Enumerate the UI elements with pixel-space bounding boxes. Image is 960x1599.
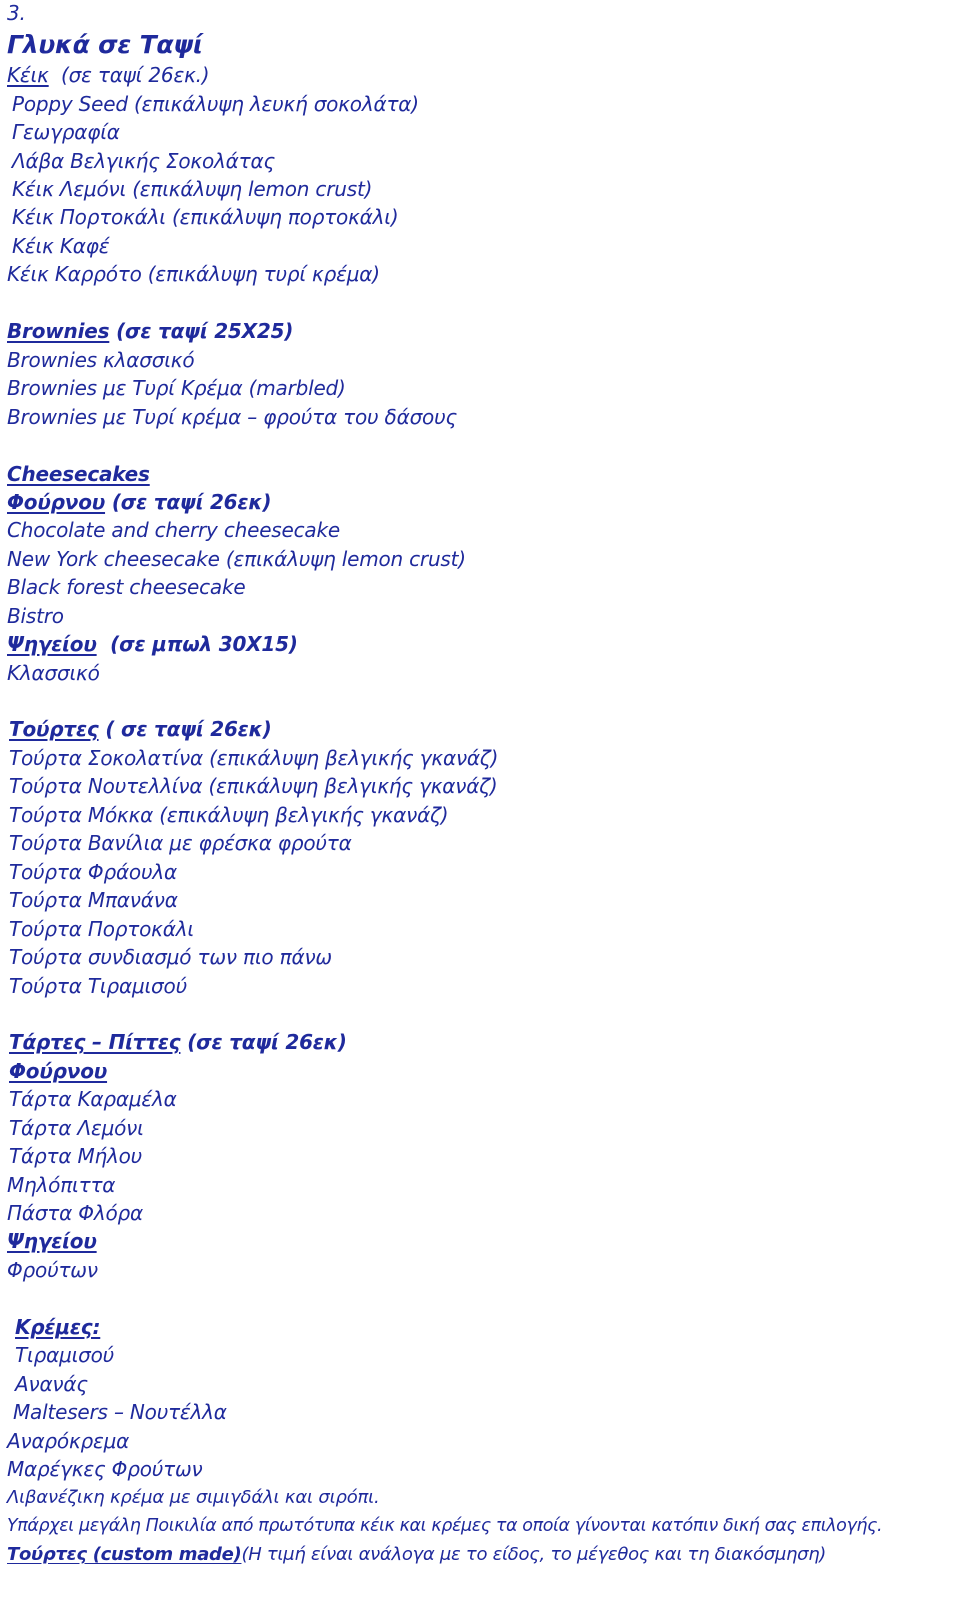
list-item: New York cheesecake (επικάλυψη lemon crust) (7, 547, 466, 571)
custom-note: (Η τιμή είναι ανάλογα με το είδος, το μέγεθος και τη διακόσμηση) (241, 1544, 827, 1565)
tourtes-heading-note: ( σε ταψί 26εκ) (105, 717, 272, 741)
section-heading-brownies (7, 318, 293, 344)
footer-note: Υπάρχει μεγάλη Ποικιλία από πρωτότυπα κέικ και κρέμες τα οποία γίνονται κατόπιν δική σας επιλογής. (7, 1516, 883, 1536)
list-item: Ανανάς (15, 1372, 88, 1396)
list-item: Τάρτα Λεμόνι (9, 1116, 144, 1140)
list-item: Τούρτα Βανίλια με φρέσκα φρούτα (9, 831, 352, 855)
tartes-heading-note: (σε ταψί 26εκ) (187, 1030, 347, 1054)
list-item: Τούρτα Τιραμισού (9, 974, 187, 998)
list-item: Black forest cheesecake (7, 575, 246, 599)
list-item: Κέικ Πορτοκάλι (επικάλυψη πορτοκάλι) (12, 205, 399, 229)
list-item: Κέικ Λεμόνι (επικάλυψη lemon crust) (12, 177, 373, 201)
cheesecakes-oven-heading: Φούρνου (7, 490, 106, 514)
section-heading-tartes (9, 1029, 347, 1055)
list-item: Αναρόκρεμα (7, 1429, 130, 1453)
cheesecakes-fridge-heading-row (7, 631, 298, 657)
cheesecakes-oven-heading-row (7, 489, 271, 515)
list-item: Maltesers – Νουτέλλα (13, 1400, 227, 1424)
custom-cakes-row (7, 1542, 826, 1568)
list-item: Κέικ Καρρότο (επικάλυψη τυρί κρέμα) (7, 262, 380, 286)
cheesecakes-heading: Cheesecakes (7, 462, 150, 486)
list-item: Chocolate and cherry cheesecake (7, 518, 340, 542)
list-item: Brownies με Τυρί κρέμα – φρούτα του δάσους (7, 405, 457, 429)
brownies-heading: Brownies (7, 319, 110, 343)
list-item: Τούρτα Μπανάνα (9, 888, 178, 912)
list-item: Τούρτα Νουτελλίνα (επικάλυψη βελγικής γκανάζ) (9, 774, 498, 798)
list-item: Τιραμισού (15, 1343, 115, 1367)
list-item: Κέικ Καφέ (12, 234, 110, 258)
list-item: Μαρέγκες Φρούτων (7, 1457, 203, 1481)
cakes-heading-note: (σε ταψί 26εκ.) (61, 63, 210, 87)
tourtes-heading: Τούρτες (9, 717, 99, 741)
list-item: Κλασσικό (7, 661, 100, 685)
section-heading-tourtes (9, 716, 272, 742)
list-item: Τούρτα Πορτοκάλι (9, 917, 194, 941)
page-number: 3. (7, 1, 26, 25)
cheesecakes-fridge-note: (σε μπωλ 30Χ15) (110, 632, 298, 656)
tartes-fridge-heading: Ψηγείου (7, 1229, 97, 1253)
list-item: Πάστα Φλόρα (7, 1201, 143, 1225)
list-item: Τούρτα συνδιασμό των πιο πάνω (9, 945, 332, 969)
section-heading-cakes (7, 62, 209, 88)
list-item: Μηλόπιττα (7, 1173, 116, 1197)
cakes-heading: Κέικ (7, 63, 49, 87)
list-item: Brownies με Τυρί Κρέμα (marbled) (7, 376, 346, 400)
list-item: Poppy Seed (επικάλυψη λευκή σοκολάτα) (12, 92, 419, 116)
list-item: Τάρτα Καραμέλα (9, 1087, 177, 1111)
page-title: Γλυκά σε Ταψί (7, 30, 203, 59)
list-item: Brownies κλασσικό (7, 348, 195, 372)
cheesecakes-fridge-heading: Ψηγείου (7, 632, 97, 656)
custom-label: Τούρτες (custom made) (7, 1544, 242, 1565)
kremes-heading: Κρέμες: (15, 1315, 101, 1339)
list-item: Λιβανέζικη κρέμα με σιμιγδάλι και σιρόπι. (7, 1487, 380, 1508)
cheesecakes-oven-note: (σε ταψί 26εκ) (111, 490, 272, 514)
tartes-heading: Τάρτες – Πίττες (9, 1030, 181, 1054)
brownies-heading-note: (σε ταψί 25Χ25) (116, 319, 294, 343)
list-item: Τούρτα Μόκκα (επικάλυψη βελγικής γκανάζ) (9, 803, 449, 827)
list-item: Γεωγραφία (12, 120, 120, 144)
list-item: Τούρτα Σοκολατίνα (επικάλυψη βελγικής γκανάζ) (9, 746, 499, 770)
list-item: Bistro (7, 604, 64, 628)
list-item: Τούρτα Φράουλα (9, 860, 177, 884)
list-item: Λάβα Βελγικής Σοκολάτας (12, 149, 275, 173)
tartes-oven-heading: Φούρνου (9, 1059, 108, 1083)
list-item: Φρούτων (7, 1258, 98, 1282)
list-item: Τάρτα Μήλου (9, 1144, 143, 1168)
